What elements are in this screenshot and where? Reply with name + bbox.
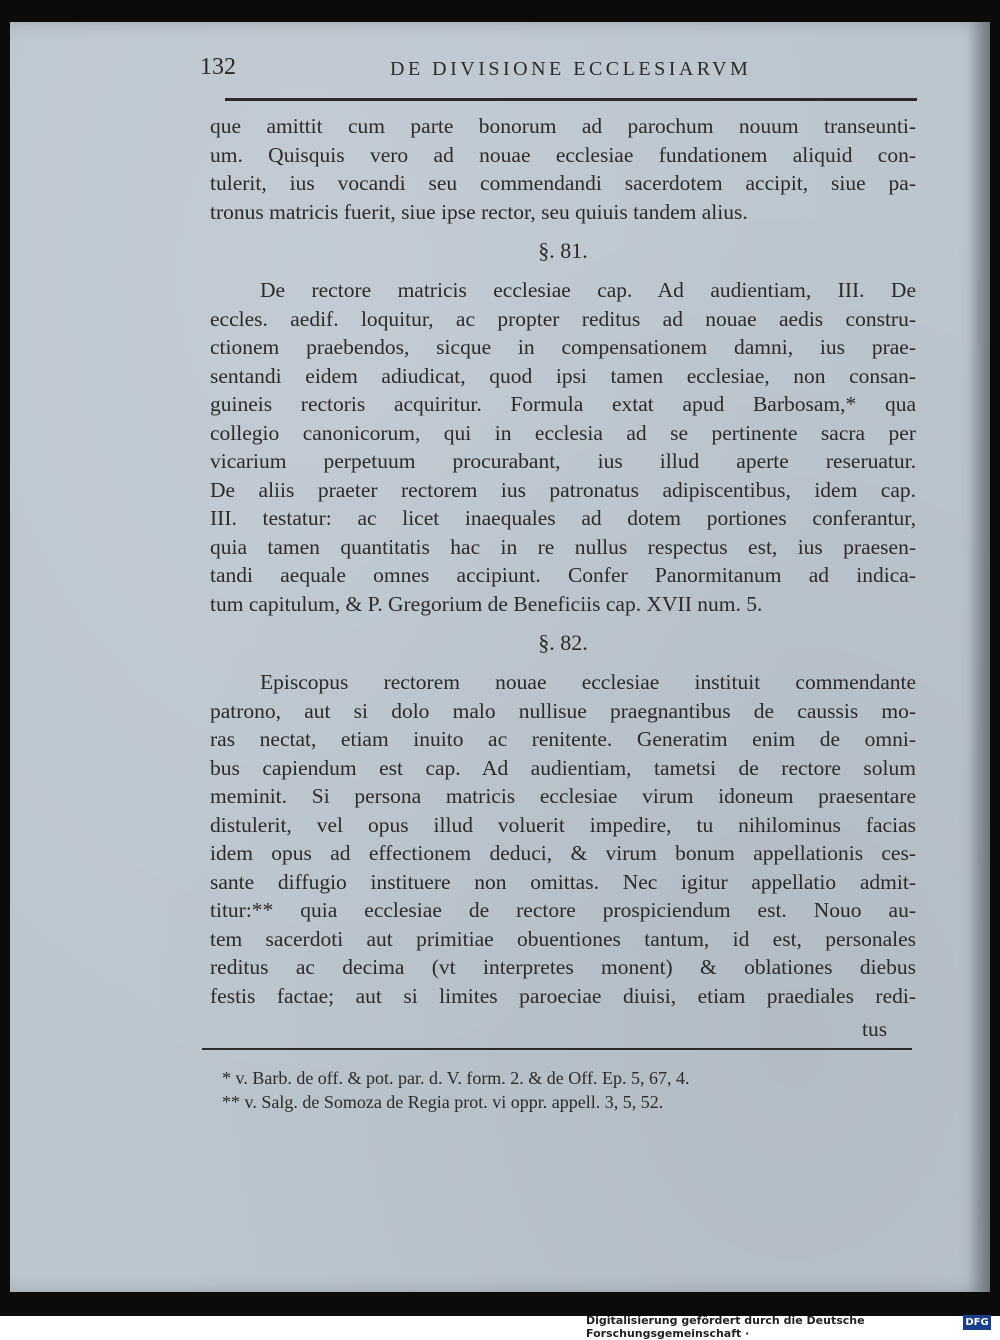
body-text [210,112,916,1010]
text-line: tem sacerdoti aut primitiae obuentiones tantum, id est, personales [210,926,916,951]
text-line: um. Quisquis vero ad nouae ecclesiae fundationem aliquid con- [210,142,916,167]
text-line: meminit. Si persona matricis ecclesiae virum idoneum praesentare [210,784,916,808]
text-line: festis factae; aut si limites paroeciae diuisi, etiam praediales redi- [210,983,916,1008]
dfg-logo: DFG [963,1315,991,1330]
text-line: De rectore matricis ecclesiae cap. Ad audientiam, III. De [260,278,916,302]
footnote-rule [202,1048,912,1050]
running-title: DE DIVISIONE ECCLESIARVM [390,58,752,80]
footnote: * v. Barb. de off. & pot. par. d. V. form. 2. & de Off. Ep. 5, 67, 4. [222,1068,690,1088]
text-line: guineis rectoris acquiritur. Formula extat apud Barbosam,* qua [210,392,916,416]
text-line: idem opus ad effectionem deduci, & virum bonum appellationis ces- [210,841,916,865]
text-line: ctionem praebendos, sicque in compensationem damni, ius prae- [210,335,916,359]
header-rule [225,98,917,101]
text-line: distulerit, vel opus illud voluerit impedire, tu nihilominus facias [210,812,916,837]
text-line: tum capitulum, & P. Gregorium de Beneficiis cap. XVII num. 5. [210,591,763,616]
text-line: tulerit, ius vocandi seu commendandi sacerdotem accipit, siue pa- [210,171,916,195]
page-number: 132 [200,54,236,80]
text-line: tronus matricis fuerit, siue ipse rector, seu quiuis tandem alius. [210,199,748,224]
section-heading-81: §. 81. [538,238,588,263]
section-heading-82: §. 82. [538,630,588,655]
text-line: reditus ac decima (vt interpretes monent) & oblationes diebus [210,955,916,979]
text-line: que amittit cum parte bonorum ad parochum nouum transeunti- [210,114,916,138]
text-line: quia tamen quantitatis hac in re nullus respectus est, ius praesen- [210,534,916,559]
page-gutter-shadow [968,22,990,1292]
text-line: titur:** quia ecclesiae de rectore prospiciendum est. Nouo au- [210,898,916,922]
footnote: ** v. Salg. de Somoza de Regia prot. vi oppr. appell. 3, 5, 52. [222,1092,664,1112]
text-line: De aliis praeter rectorem ius patronatus adipiscentibus, idem cap. [210,477,916,502]
text-line: bus capiendum est cap. Ad audientiam, tametsi de rectore solum [210,755,916,780]
text-line: sentandi eidem adiudicat, quod ipsi tamen ecclesiae, non consan- [210,363,916,388]
text-line: sante diffugio instituere non omittas. Nec igitur appellatio admit- [210,869,916,894]
text-line: III. testatur: ac licet inaequales ad dotem portiones conferantur, [210,506,916,530]
text-line: eccles. aedif. loquitur, ac propter reditus ad nouae aedis constru- [210,306,916,331]
text-line: collegio canonicorum, qui in ecclesia ad se pertinente sacra per [210,420,916,445]
catchword: tus [862,1017,888,1041]
page-header [200,50,912,90]
text-line: patrono, aut si dolo malo nullisue praegnantibus de caussis mo- [210,698,916,723]
text-line: Episcopus rectorem nouae ecclesiae instituit commendante [260,670,916,694]
text-line: tandi aequale omnes accipiunt. Confer Panormitanum ad indica- [210,563,916,587]
digitization-credit: Digitalisierung gefördert durch die Deutsche Forschungsgemeinschaft · [586,1314,865,1340]
text-line: vicarium perpetuum procurabant, ius illud aperte reseruatur. [210,449,916,473]
text-line: ras nectat, etiam inuito ac renitente. Generatim enim de omni- [210,727,916,751]
footnotes [222,1066,912,1114]
